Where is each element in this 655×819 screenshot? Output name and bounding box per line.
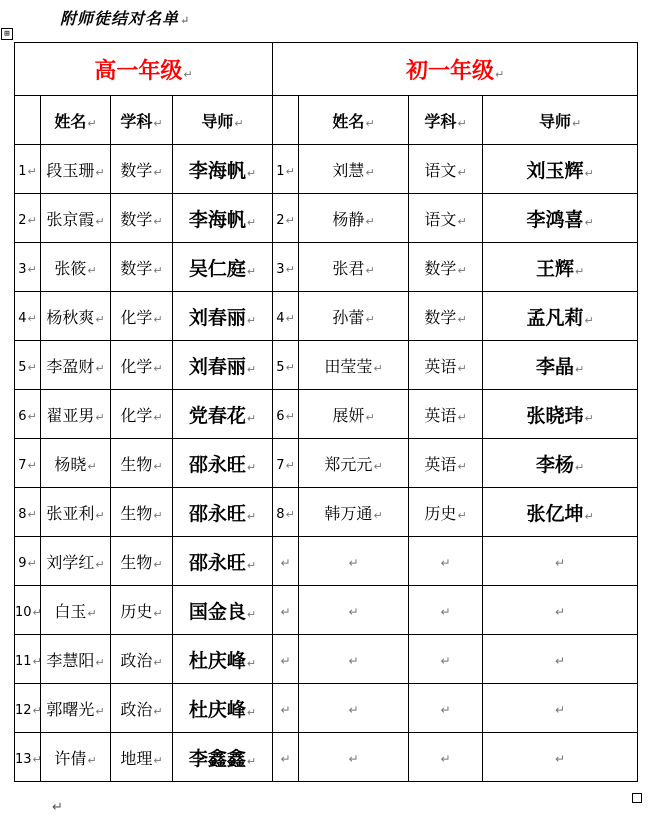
empty-cell: ↵ <box>483 635 638 684</box>
table-resize-handle[interactable] <box>632 793 642 803</box>
student-name: 翟亚男↵ <box>41 390 111 439</box>
row-index: 10↵ <box>15 586 41 635</box>
student-name: 展妍↵ <box>299 390 409 439</box>
empty-cell: ↵ <box>273 733 299 782</box>
subject-cell: 数学↵ <box>111 145 173 194</box>
row-index: 4↵ <box>273 292 299 341</box>
row-index: 11↵ <box>15 635 41 684</box>
subject-cell: 数学↵ <box>409 292 483 341</box>
empty-cell: ↵ <box>273 586 299 635</box>
name-header: 姓名↵ <box>41 96 111 145</box>
subject-cell: 化学↵ <box>111 341 173 390</box>
mentor-name: 李晶↵ <box>483 341 638 390</box>
table-row <box>15 635 638 684</box>
subject-cell: 化学↵ <box>111 390 173 439</box>
empty-cell: ↵ <box>299 537 409 586</box>
student-name: 孙蕾↵ <box>299 292 409 341</box>
mentor-name: 张亿坤↵ <box>483 488 638 537</box>
mentor-name: 邵永旺↵ <box>173 488 273 537</box>
paragraph-mark: ↵ <box>52 800 63 815</box>
row-index: 2↵ <box>273 194 299 243</box>
mentor-name: 孟凡莉↵ <box>483 292 638 341</box>
mentor-name: 刘春丽↵ <box>173 341 273 390</box>
table-row <box>15 439 638 488</box>
mentor-name: 邵永旺↵ <box>173 439 273 488</box>
empty-cell: ↵ <box>299 684 409 733</box>
mentor-name: 吴仁庭↵ <box>173 243 273 292</box>
mentor-name: 李鸿喜↵ <box>483 194 638 243</box>
row-index: 9↵ <box>15 537 41 586</box>
row-index: 6↵ <box>273 390 299 439</box>
student-name: 杨静↵ <box>299 194 409 243</box>
row-index: 7↵ <box>273 439 299 488</box>
grade-title-senior: 高一年级↵ <box>15 43 273 96</box>
row-index: 1↵ <box>15 145 41 194</box>
mentor-header: 导师↵ <box>483 96 638 145</box>
subject-cell: 数学↵ <box>111 243 173 292</box>
empty-cell: ↵ <box>409 635 483 684</box>
row-index: 13↵ <box>15 733 41 782</box>
empty-cell: ↵ <box>273 684 299 733</box>
table-row <box>15 292 638 341</box>
mentor-name: 李杨↵ <box>483 439 638 488</box>
subject-cell: 生物↵ <box>111 439 173 488</box>
student-name: 韩万通↵ <box>299 488 409 537</box>
row-index: 5↵ <box>15 341 41 390</box>
table-row <box>15 390 638 439</box>
table-row <box>15 684 638 733</box>
subject-cell: 英语↵ <box>409 341 483 390</box>
subject-cell: 地理↵ <box>111 733 173 782</box>
empty-cell: ↵ <box>483 684 638 733</box>
subject-cell: 政治↵ <box>111 635 173 684</box>
subject-cell: 政治↵ <box>111 684 173 733</box>
student-name: 郑元元↵ <box>299 439 409 488</box>
student-name: 田莹莹↵ <box>299 341 409 390</box>
empty-cell: ↵ <box>409 537 483 586</box>
row-index: 12↵ <box>15 684 41 733</box>
subject-cell: 化学↵ <box>111 292 173 341</box>
row-index: 8↵ <box>273 488 299 537</box>
name-header: 姓名↵ <box>299 96 409 145</box>
empty-cell: ↵ <box>299 733 409 782</box>
table-row <box>15 586 638 635</box>
empty-cell: ↵ <box>299 586 409 635</box>
mentor-name: 刘玉辉↵ <box>483 145 638 194</box>
table-row <box>15 145 638 194</box>
student-name: 李慧阳↵ <box>41 635 111 684</box>
student-name: 刘慧↵ <box>299 145 409 194</box>
mentor-name: 邵永旺↵ <box>173 537 273 586</box>
row-index: 6↵ <box>15 390 41 439</box>
table-row <box>15 488 638 537</box>
column-header-row <box>15 96 638 145</box>
subject-cell: 生物↵ <box>111 488 173 537</box>
table-move-handle-icon[interactable]: ⊞ <box>1 28 13 40</box>
mentor-name: 党春花↵ <box>173 390 273 439</box>
table-row <box>15 194 638 243</box>
subject-cell: 生物↵ <box>111 537 173 586</box>
row-index: 7↵ <box>15 439 41 488</box>
mentor-name: 杜庆峰↵ <box>173 684 273 733</box>
mentor-name: 张晓玮↵ <box>483 390 638 439</box>
row-index: 4↵ <box>15 292 41 341</box>
student-name: 刘学红↵ <box>41 537 111 586</box>
mentor-name: 李海帆↵ <box>173 145 273 194</box>
row-index: 3↵ <box>15 243 41 292</box>
subject-cell: 语文↵ <box>409 145 483 194</box>
row-index: 8↵ <box>15 488 41 537</box>
subject-cell: 英语↵ <box>409 439 483 488</box>
subject-header: 学科↵ <box>111 96 173 145</box>
mentor-name: 王辉↵ <box>483 243 638 292</box>
subject-cell: 英语↵ <box>409 390 483 439</box>
grade-title-junior: 初一年级↵ <box>273 43 638 96</box>
row-index: 5↵ <box>273 341 299 390</box>
student-name: 许倩↵ <box>41 733 111 782</box>
empty-cell: ↵ <box>299 635 409 684</box>
student-name: 段玉珊↵ <box>41 145 111 194</box>
mentor-name: 杜庆峰↵ <box>173 635 273 684</box>
mentor-pairing-table <box>14 42 638 782</box>
student-name: 张亚利↵ <box>41 488 111 537</box>
mentor-name: 李鑫鑫↵ <box>173 733 273 782</box>
student-name: 李盈财↵ <box>41 341 111 390</box>
subject-cell: 历史↵ <box>111 586 173 635</box>
document-title: 附师徒结对名单↵ <box>60 9 191 28</box>
empty-cell: ↵ <box>273 635 299 684</box>
empty-cell: ↵ <box>409 586 483 635</box>
row-index: 2↵ <box>15 194 41 243</box>
grade-header-row <box>15 43 638 96</box>
subject-cell: 语文↵ <box>409 194 483 243</box>
subject-header: 学科↵ <box>409 96 483 145</box>
index-header <box>15 96 41 145</box>
student-name: 杨晓↵ <box>41 439 111 488</box>
student-name: 郭曙光↵ <box>41 684 111 733</box>
empty-cell: ↵ <box>409 733 483 782</box>
row-index: 1↵ <box>273 145 299 194</box>
subject-cell: 历史↵ <box>409 488 483 537</box>
subject-cell: 数学↵ <box>409 243 483 292</box>
subject-cell: 数学↵ <box>111 194 173 243</box>
student-name: 杨秋爽↵ <box>41 292 111 341</box>
mentor-name: 刘春丽↵ <box>173 292 273 341</box>
empty-cell: ↵ <box>483 733 638 782</box>
mentor-header: 导师↵ <box>173 96 273 145</box>
empty-cell: ↵ <box>483 586 638 635</box>
row-index: 3↵ <box>273 243 299 292</box>
student-name: 白玉↵ <box>41 586 111 635</box>
student-name: 张筱↵ <box>41 243 111 292</box>
student-name: 张京霞↵ <box>41 194 111 243</box>
table-row <box>15 537 638 586</box>
table-row <box>15 733 638 782</box>
student-name: 张君↵ <box>299 243 409 292</box>
mentor-name: 国金良↵ <box>173 586 273 635</box>
empty-cell: ↵ <box>483 537 638 586</box>
table-row <box>15 243 638 292</box>
empty-cell: ↵ <box>273 537 299 586</box>
table-row <box>15 341 638 390</box>
empty-cell: ↵ <box>409 684 483 733</box>
index-header <box>273 96 299 145</box>
mentor-name: 李海帆↵ <box>173 194 273 243</box>
